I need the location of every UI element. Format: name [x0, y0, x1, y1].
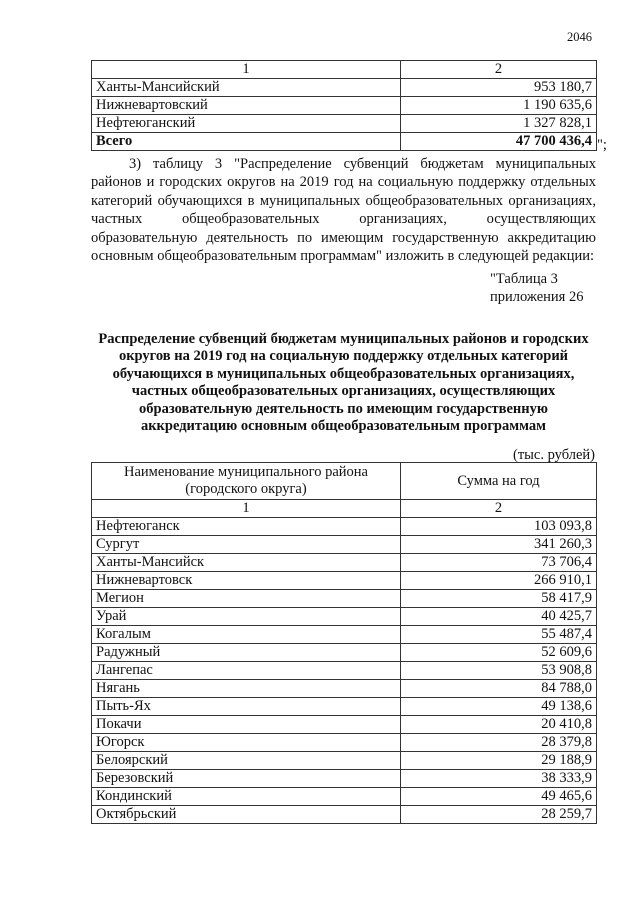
amount: 73 706,4 [401, 554, 597, 572]
amount: 58 417,9 [401, 590, 597, 608]
amount: 29 188,9 [401, 752, 597, 770]
table-row [92, 662, 597, 680]
table-title: Распределение субвенций бюджетам муниципальных районов и городских округов на 2019 год на социальную поддержку отдельных категорий обучающихся в муниципальных общеобразовательных организациях, частных общеобразовательных организациях, осуществляющих образовательную деятельность по имеющим государственную аккредитацию основным общеобразовательным программам [98, 331, 589, 435]
table-column-numbers [92, 61, 597, 79]
amount: 53 908,8 [401, 662, 597, 680]
table-row [92, 716, 597, 734]
total-amount: 47 700 436,4 [401, 133, 597, 151]
district-name: Нягань [92, 680, 401, 698]
amount: 103 093,8 [401, 518, 597, 536]
continued-table [91, 60, 597, 151]
table-row [92, 115, 597, 133]
table-row [92, 536, 597, 554]
amount: 1 190 635,6 [401, 97, 597, 115]
table-caption [490, 270, 583, 307]
district-name: Нефтеюганский [92, 115, 401, 133]
total-label: Всего [92, 133, 401, 151]
amount: 266 910,1 [401, 572, 597, 590]
amount: 49 465,6 [401, 788, 597, 806]
caption-line: приложения 26 [490, 289, 584, 306]
page-number: 2046 [567, 30, 592, 44]
district-name: Нижневартовск [92, 572, 401, 590]
district-name: Пыть-Ях [92, 698, 401, 716]
table-header [92, 463, 597, 500]
table-row [92, 79, 597, 97]
amount: 52 609,6 [401, 644, 597, 662]
amount: 20 410,8 [401, 716, 597, 734]
table-row [92, 608, 597, 626]
amount: 84 788,0 [401, 680, 597, 698]
amount: 341 260,3 [401, 536, 597, 554]
table-column-numbers [92, 500, 597, 518]
column-number: 2 [401, 500, 597, 518]
table-body [92, 518, 597, 824]
table-row [92, 554, 597, 572]
table-row [92, 788, 597, 806]
total-row [92, 133, 597, 151]
amendment-paragraph [91, 155, 596, 265]
district-name: Белоярский [92, 752, 401, 770]
closing-quote: "; [597, 137, 607, 153]
district-name: Ханты-Мансийский [92, 79, 401, 97]
column-header: Сумма на год [401, 463, 597, 500]
table-row [92, 97, 597, 115]
table-row [92, 680, 597, 698]
amount: 49 138,6 [401, 698, 597, 716]
amount: 28 259,7 [401, 806, 597, 824]
district-name: Югорск [92, 734, 401, 752]
caption-line: "Таблица 3 [490, 271, 558, 287]
district-name: Покачи [92, 716, 401, 734]
district-name: Лангепас [92, 662, 401, 680]
table-row [92, 770, 597, 788]
subventions-table [91, 462, 597, 824]
table-row [92, 734, 597, 752]
table-row [92, 590, 597, 608]
column-number: 1 [92, 61, 401, 79]
amount: 38 333,9 [401, 770, 597, 788]
district-name: Нижневартовский [92, 97, 401, 115]
district-name: Ханты-Мансийск [92, 554, 401, 572]
district-name: Нефтеюганск [92, 518, 401, 536]
amount: 28 379,8 [401, 734, 597, 752]
district-name: Кондинский [92, 788, 401, 806]
column-number: 1 [92, 500, 401, 518]
district-name: Радужный [92, 644, 401, 662]
column-number: 2 [401, 61, 597, 79]
district-name: Когалым [92, 626, 401, 644]
table-row [92, 698, 597, 716]
amount: 953 180,7 [401, 79, 597, 97]
table-row [92, 752, 597, 770]
table-row [92, 572, 597, 590]
district-name: Сургут [92, 536, 401, 554]
district-name: Березовский [92, 770, 401, 788]
amendment-text: 3) таблицу 3 "Распределение субвенций бюджетам муниципальных районов и городских округов на 2019 год на социальную поддержку отдельных категорий обучающихся в муниципальных общеобразовательных организациях, частных общеобразовательных организациях, осуществляющих образовательную деятельность по имеющим государственную аккредитацию основным общеобразовательным программам" изложить в следующей редакции: [91, 156, 596, 265]
amount: 40 425,7 [401, 608, 597, 626]
table-row [92, 806, 597, 824]
table-row [92, 626, 597, 644]
table-row [92, 644, 597, 662]
column-header: Наименование муниципального района (городского округа) [92, 463, 401, 500]
district-name: Урай [92, 608, 401, 626]
amount: 55 487,4 [401, 626, 597, 644]
units-label: (тыс. рублей) [513, 447, 595, 463]
amount: 1 327 828,1 [401, 115, 597, 133]
table-row [92, 518, 597, 536]
district-name: Октябрьский [92, 806, 401, 824]
district-name: Мегион [92, 590, 401, 608]
